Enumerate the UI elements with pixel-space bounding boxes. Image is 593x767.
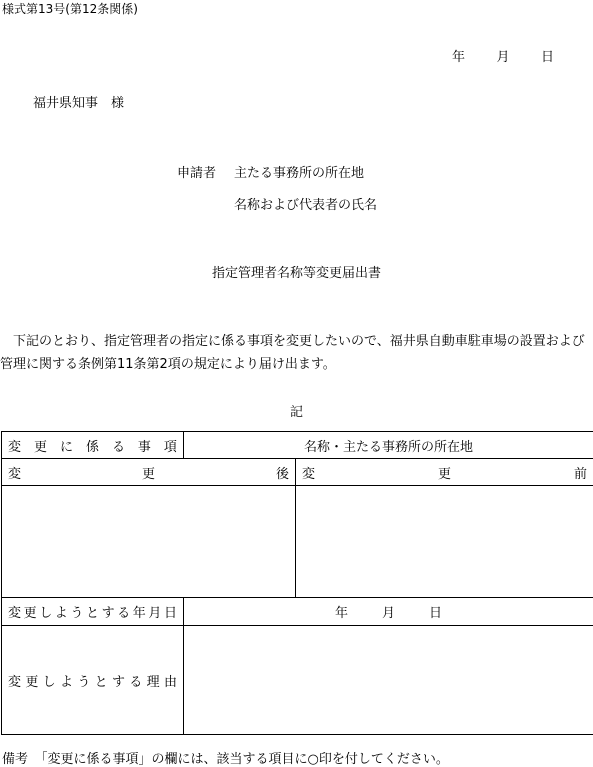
matter-label: 変 更 に 係 る 事 項 (8, 436, 177, 455)
ki-heading: 記 (0, 401, 593, 420)
date-month-label: 月 (496, 46, 509, 65)
table-row-values (2, 486, 593, 598)
table-row-headers (2, 459, 593, 486)
reason-value-field[interactable] (184, 626, 593, 735)
date-label-cell (2, 598, 184, 626)
change-date-year: 年 (335, 602, 348, 621)
after-label-cell (2, 459, 296, 486)
addressee: 福井県知事 様 (33, 92, 124, 111)
table-row-reason (2, 626, 593, 735)
matter-label-cell (2, 432, 184, 459)
body-text: 下記のとおり、指定管理者の指定に係る事項を変更したいので、福井県自動車駐車場の設置および管理に関する条例第11条第2項の規定により届け出ます。 (0, 330, 590, 376)
before-label: 変 更 前 (302, 463, 587, 482)
date-value-field[interactable] (184, 598, 593, 626)
reason-label: 変 更 し よ う と す る 理 由 (8, 671, 177, 690)
reason-label-cell (2, 626, 184, 735)
document-title: 指定管理者名称等変更届出書 (0, 262, 593, 281)
change-date-month: 月 (382, 602, 395, 621)
applicant-name-label: 名称および代表者の氏名 (234, 194, 377, 213)
after-label: 変 更 後 (8, 463, 289, 482)
date-label: 変 更 し よ う と す る 年 月 日 (8, 602, 177, 621)
applicant-label: 申請者 (177, 162, 216, 181)
change-details-table (1, 431, 593, 735)
applicant-address-label: 主たる事務所の所在地 (234, 162, 364, 181)
before-value-field[interactable] (296, 486, 593, 598)
date-day-label: 日 (541, 46, 554, 65)
table-row-matter (2, 432, 593, 459)
table-row-date (2, 598, 593, 626)
submission-date (452, 46, 554, 65)
change-date-day: 日 (429, 602, 442, 621)
before-label-cell (296, 459, 593, 486)
date-year-label: 年 (452, 46, 465, 65)
matter-value-cell[interactable]: 名称・主たる事務所の所在地 (184, 432, 593, 459)
remarks: 備考 「変更に係る事項」の欄には、該当する項目に○印を付してください。 (2, 748, 449, 767)
form-number: 様式第13号(第12条関係) (2, 0, 138, 17)
after-value-field[interactable] (2, 486, 296, 598)
